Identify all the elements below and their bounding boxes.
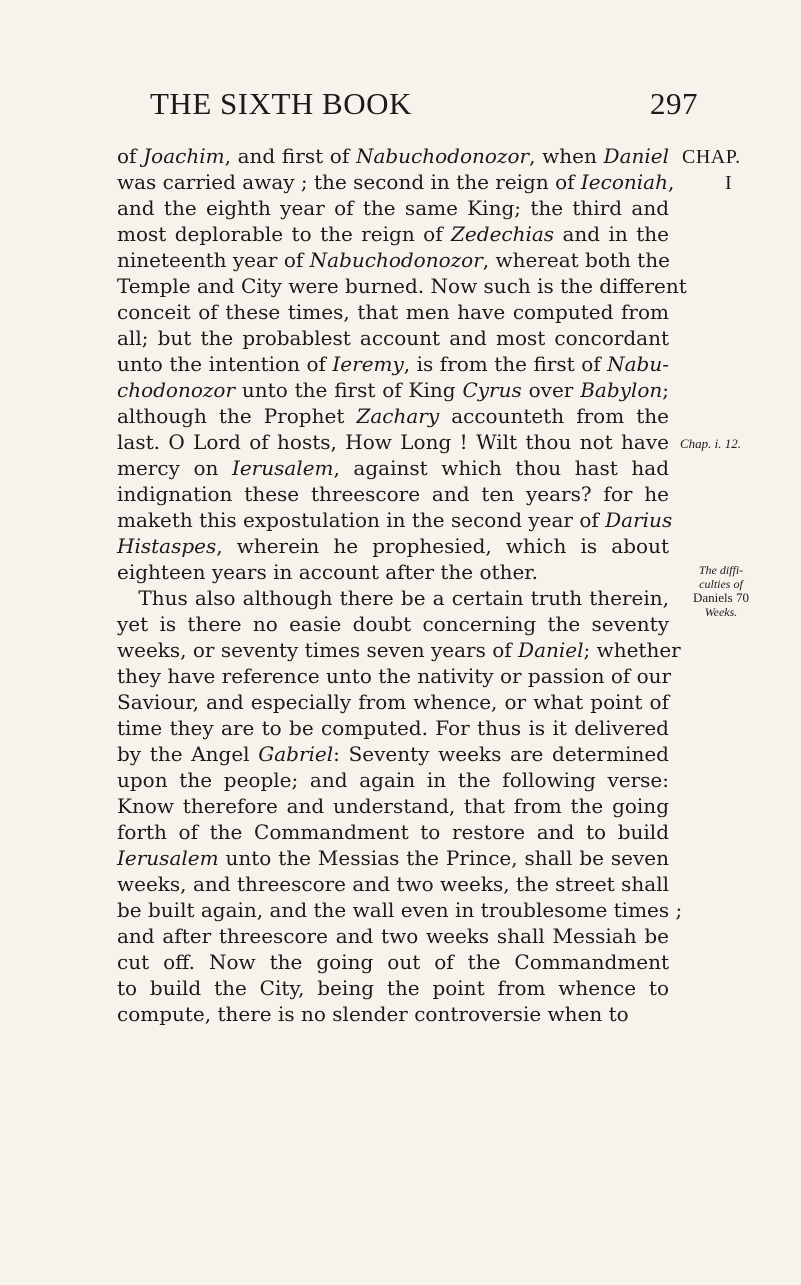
text-line: chodonozor unto the first of King Cyrus over Babylon; <box>117 378 669 402</box>
text-line: Histaspes, wherein he prophesied, which is about <box>117 534 669 558</box>
running-title: THE SIXTH BOOK <box>150 86 412 121</box>
text-line: and the eighth year of the same King; the third and <box>117 196 669 220</box>
text-line: compute, there is no slender controversie when to <box>117 1002 629 1026</box>
margin-reference: Chap. i. 12. <box>680 436 742 451</box>
text-line: of Joachim, and first of Nabuchodonozor, when Daniel <box>117 144 669 168</box>
text-line: conceit of these times, that men have computed from <box>117 300 669 324</box>
text-line: although the Prophet Zachary accounteth from the <box>117 404 669 428</box>
margin-note-line: Daniels 70 <box>693 590 749 605</box>
text-line: time they are to be computed. For thus is it delivered <box>117 716 669 740</box>
page-number: 297 <box>650 86 698 121</box>
text-line: they have reference unto the nativity or passion of our <box>117 664 672 688</box>
text-line: was carried away ; the second in the reign of Ieconiah, <box>117 170 675 194</box>
text-line: Temple and City were burned. Now such is the different <box>117 274 687 298</box>
margin-note-line: The diffi- <box>698 563 744 577</box>
text-line: unto the intention of Ieremy, is from the first of Nabu- <box>117 352 669 376</box>
text-line: Know therefore and understand, that from the going <box>117 794 669 818</box>
text-line: all; but the probablest account and most concordant <box>117 326 669 350</box>
text-line: be built again, and the wall even in troublesome times ; <box>117 898 683 922</box>
body-text <box>117 143 687 1027</box>
text-line: and after threescore and two weeks shall Messiah be <box>117 924 669 948</box>
text-line: mercy on Ierusalem, against which thou hast had <box>117 456 669 480</box>
text-line: most deplorable to the reign of Zedechias and in the <box>117 222 669 246</box>
text-line: eighteen years in account after the other. <box>117 560 539 584</box>
text-line: nineteenth year of Nabuchodonozor, whereat both the <box>117 248 670 272</box>
text-line: cut off. Now the going out of the Commandment <box>117 950 669 974</box>
text-line: by the Angel Gabriel: Seventy weeks are determined <box>117 742 669 766</box>
text-line: forth of the Commandment to restore and to build <box>117 820 669 844</box>
text-line: indignation these threescore and ten years? for he <box>117 482 669 506</box>
margin-note-line: culties of <box>699 577 743 591</box>
text-line: last. O Lord of hosts, How Long ! Wilt thou not have <box>117 430 669 454</box>
margin-chap-number: I <box>725 172 732 194</box>
text-line: weeks, or seventy times seven years of Daniel; whether <box>117 638 681 662</box>
text-line: yet is there no easie doubt concerning the seventy <box>117 612 669 636</box>
margin-note-line: Weeks. <box>704 605 738 619</box>
text-line: weeks, and threescore and two weeks, the street shall <box>117 872 669 896</box>
text-line: Ierusalem unto the Messias the Prince, shall be seven <box>117 846 669 870</box>
text-line: Thus also although there be a certain truth therein, <box>117 586 669 610</box>
text-line: Saviour, and especially from whence, or what point of <box>117 690 669 714</box>
margin-chap-label: CHAP. <box>682 146 741 168</box>
margin-note <box>681 563 761 619</box>
text-line: upon the people; and again in the following verse: <box>117 768 669 792</box>
text-line: maketh this expostulation in the second year of Darius <box>117 508 673 532</box>
text-line: to build the City, being the point from whence to <box>117 976 669 1000</box>
